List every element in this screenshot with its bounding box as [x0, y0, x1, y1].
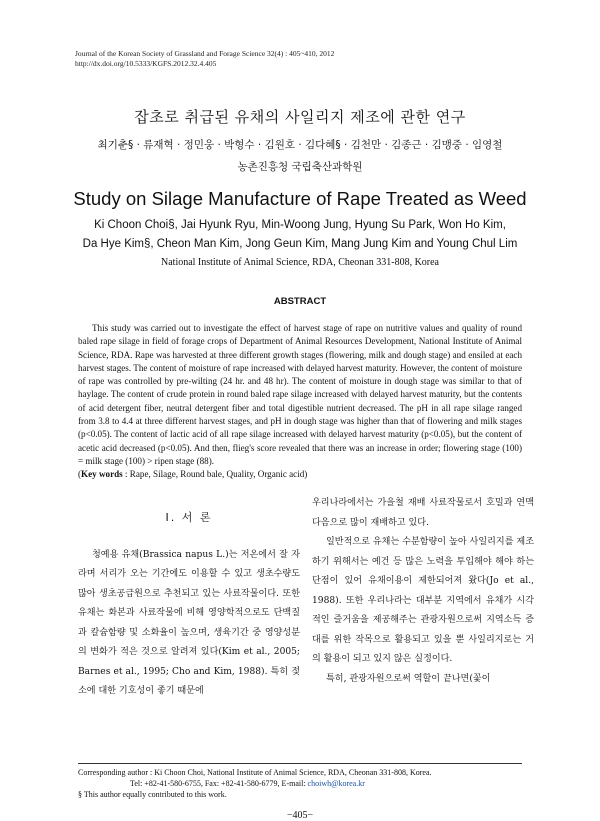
english-authors-line1: Ki Choon Choi§, Jai Hyunk Ryu, Min-Woong Jung, Hyung Su Park, Won Ho Kim, [94, 219, 506, 231]
email-link[interactable]: choiwh@korea.kr [307, 779, 365, 788]
right-column-paragraph-2: 일반적으로 유채는 수분함량이 높아 사일리지를 제조하기 위해서는 예건 등 많은 노력을 투입해야 해야 하는 단점이 있어 유채이용이 제한되어져 왔다(Jo et al., 1988). 또한 우리나라는 대부분 지역에서 유채가 시각적인 즐거움을 제공해주는 관광자원으로써 지역소득 증대를 위한 작목으로 활용되고 있을 뿐 사일리지로는 거의 활용이 되고 있지 않은 실정이다. [312, 537, 534, 664]
left-column-paragraph: 청예용 유채(Brassica napus L.)는 저온에서 잘 자라며 서리가 오는 기간에도 이용할 수 있고 생초수량도 많아 생초공급원으로 추천되고 있는 사료작물이다. 또한 유채는 화본과 사료작물에 비해 영양학적으로도 단백질과 칼슘함량 및 소화율이 높으며, 생육기간 중 영양성분의 변화가 적은 것으로 알려져 있다(Kim et al., 2005; Barnes et al., 1995; Cho and Kim, 1988). 특히 젖소에 대한 기호성이 좋기 때문에 [78, 549, 300, 696]
contact-line [78, 778, 538, 789]
journal-header [75, 49, 334, 69]
korean-authors: 최기춘§ · 류재혁 · 정민웅 · 박형수 · 김원호 · 김다혜§ · 김천만 · 김종근 · 김맹중 · 임영철 [97, 139, 503, 151]
right-column-paragraph-1: 우리나라에서는 가을철 재배 사료작물로서 호밀과 연맥 다음으로 많이 재배하고 있다. [312, 498, 534, 528]
abstract-text: This study was carried out to investigate the effect of harvest stage of rape on nutritive values and quality of round baled rape silage in field of forage crops of Department of Animal Resources Development, National Institute of Animal Science, RDA. Rape was harvested at three different growth stages (flowering, milk and dough stage) and ensiled at each harvest stages. The content of moisture of rape increased with delayed harvest maturity. However, the content of moisture of rape was controlled by pre-wilting (24 hr. and 48 hr). The content of moisture in dough stage was similar to that of haylage. The content of crude protein in round baled rape silage increased with delayed harvest maturity, but the contents of acid detergent fiber, neutral detergent fiber and total digestible nutrient decreased. The pH in all rape silage ranged from 3.8 to 4.4 at three different harvest stages, and pH in dough stage was higher than that of flowering and milk stages (p<0.05). The content of lactic acid of all rape silage increased with delayed harvest maturity (p<0.05), but the content of acetic acid decreased (p<0.05). And then, flieg's score revealed that there was an increase in order; flowering stage (100) = milk stage (100) > ripen stage (88). [78, 323, 522, 466]
korean-affiliation: 농촌진흥청 국립축산과학원 [237, 161, 363, 173]
footnote-divider [78, 763, 522, 764]
english-title: Study on Silage Manufacture of Rape Treated as Weed [73, 188, 527, 209]
english-authors-line2: Da Hye Kim§, Cheon Man Kim, Jong Geun Kim, Mang Jung Kim and Young Chul Lim [82, 238, 518, 250]
keywords-label: Key words [81, 469, 123, 479]
journal-citation: Journal of the Korean Society of Grassland and Forage Science 32(4) : 405~410, 2012 [75, 49, 335, 58]
left-column [78, 494, 300, 702]
english-authors [60, 216, 540, 254]
section-title-introduction: Ⅰ. 서 론 [165, 511, 213, 524]
page-number: −405− [286, 810, 314, 821]
right-column [312, 494, 534, 689]
corresponding-author: Corresponding author : Ki Choon Choi, National Institute of Animal Science, RDA, Cheonan 331-808, Korea. [78, 768, 432, 777]
equal-contribution-note: § This author equally contributed to this work. [78, 790, 227, 799]
abstract-heading: ABSTRACT [273, 296, 327, 307]
right-column-paragraph-3: 특히, 관광자원으로써 역할이 끝나면(꽃이 [326, 673, 491, 684]
footnotes [78, 767, 538, 800]
keywords: (Key words : Rape, Silage, Round bale, Quality, Organic acid) [78, 469, 308, 479]
abstract-body [78, 322, 522, 468]
contact-phone-fax: Tel: +82-41-580-6755, Fax: +82-41-580-6779, E-mail: [130, 779, 308, 788]
doi-link[interactable]: http://dx.doi.org/10.5333/KGFS.2012.32.4.405 [75, 59, 217, 68]
keywords-text: : Rape, Silage, Round bale, Quality, Organic acid) [122, 469, 308, 479]
korean-title: 잡초로 취급된 유채의 사일리지 제조에 관한 연구 [134, 108, 466, 126]
english-affiliation: National Institute of Animal Science, RDA, Cheonan 331-808, Korea [161, 257, 439, 268]
